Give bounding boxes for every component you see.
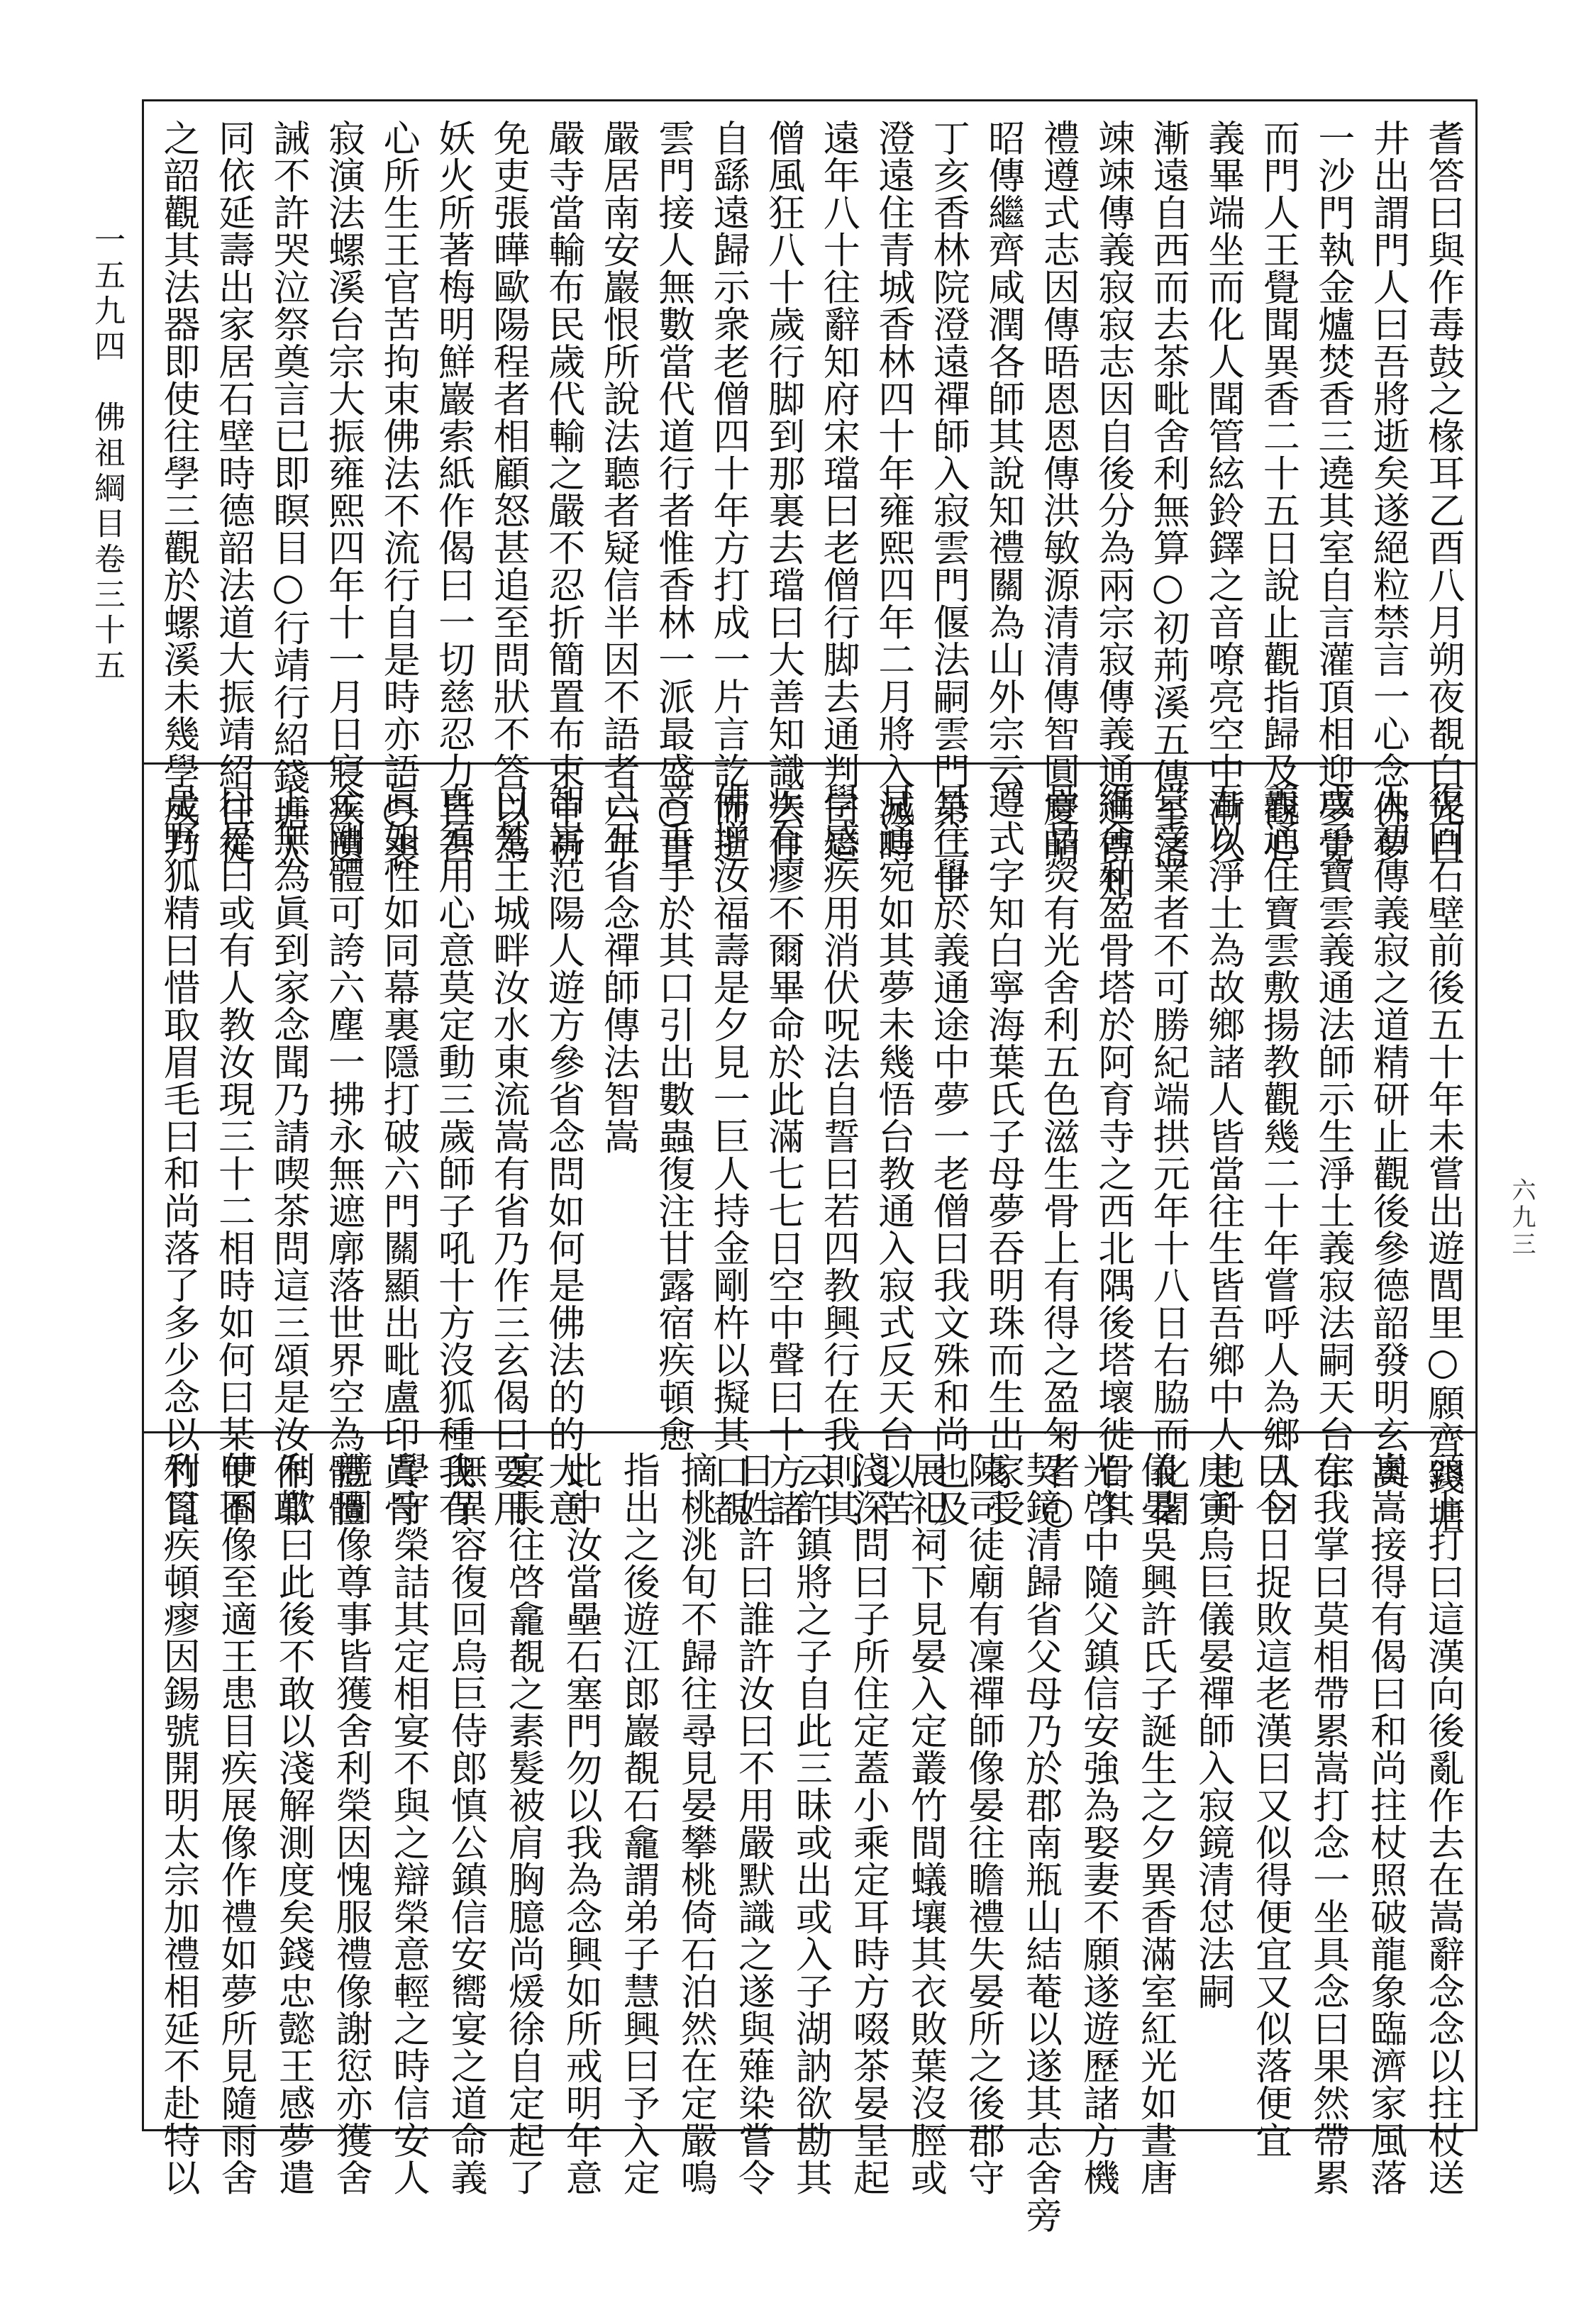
text-column: 光啓中隨父鎮信安強為娶妻不願遂遊歷諸方機: [1076, 1451, 1119, 2196]
text-column: 曰今日捉敗這老漢曰又似得便宜又似落便宜: [1248, 1451, 1292, 2159]
text-column: 昭傳繼齊咸潤各師其說知禮關為山外宗云: [981, 119, 1024, 789]
text-column: 復回石壁前後五十年未嘗出遊閭里○願齊錢塘: [1421, 782, 1464, 1533]
text-column: 維舍利盈骨塔於阿育寺之西北隅後塔壞徙骨其: [1091, 782, 1134, 1527]
text-column: 寂演法螺溪台宗大振雍熙四年十一月日寢疾遺: [321, 119, 365, 864]
text-column: 丁亥香林院澄遠禪師入寂雲門偃法嗣雲門第二世: [926, 119, 970, 901]
text-column: 展祀祠下見晏入定叢竹間蟻壤其衣敗葉沒脛或: [904, 1451, 947, 2196]
text-column: 雲門接人無數當代道行者惟香林一派最盛○自: [651, 119, 694, 870]
text-column: 堂受業者不可勝紀端拱元年十八日右脇而化闍: [1146, 782, 1190, 1527]
text-column: 金剛體可誇六塵一拂永無遮廓落世界空為體體: [321, 782, 365, 1527]
text-column: 佛增汝福壽是夕見一巨人持金剛杵以擬其口覩: [706, 782, 750, 1527]
text-column: 見通宛如其夢未幾悟台教通入寂式反天台以苦: [871, 782, 914, 1527]
text-column: 利目疾頓瘳因錫號開明太宗加禮相延不赴特以: [157, 1451, 199, 2196]
text-column: 嵩嵩接得有偈曰和尚拄杖照破龍象臨濟家風落: [1363, 1451, 1407, 2196]
text-column: 而門人王覺聞異香二十五日說止觀指歸及觀心: [1256, 119, 1299, 864]
text-column: 義畢端坐而化人聞管絃鈴鐸之音嘹亮空中漸久: [1201, 119, 1244, 864]
text-column: 骨晶熒有光舍利五色滋生骨上有得之盈匊者○: [1036, 782, 1080, 1533]
text-column: 宴長往啓龕覩之素髮被肩胸臆尚煖徐自定起了: [501, 1451, 545, 2196]
text-column: 之韶觀其法器即使往學三觀於螺溪未幾學成乃: [157, 119, 199, 864]
text-column: 智嵩范陽人遊方參省念問如何是佛法的的大意: [541, 782, 584, 1527]
text-column: 在我掌曰莫相帶累嵩打念一坐具念曰果然帶累: [1306, 1451, 1349, 2196]
text-column: 云許鎮將之子自此三昧或出或入子湖訥欲勘其: [789, 1451, 832, 2196]
text-column: 頭上打曰這漢向後亂作去在嵩辭念念以拄杖送: [1421, 1451, 1464, 2196]
text-column: 義通住寶雲敷揚教觀幾二十年嘗呼人為鄉人曰: [1256, 782, 1299, 1527]
text-panel-middle: [157, 782, 1464, 1533]
text-column: 澄遠住青城香林四十年雍熙四年二月將入滅時: [871, 119, 914, 864]
text-column: 是野狐精曰惜取眉毛曰和尚落了多少念以竹篦: [157, 782, 199, 1527]
text-panel-bottom: [157, 1451, 1464, 2233]
text-column: 音垂手於其口引出數蟲復注甘露宿疾頓愈: [651, 782, 694, 1453]
text-column: 疾有瘳不爾畢命於此滿七七日空中聲曰十方諸: [761, 782, 804, 1527]
text-column: 摘桃洮旬不歸往尋見晏攀桃倚石泊然在定嚴鳴: [674, 1451, 717, 2196]
text-column: 井出謂門人曰吾將逝矣遂絕粒禁言一心念佛夢: [1366, 119, 1409, 864]
text-panel-top: [157, 119, 1464, 901]
text-column: 嚴居南安巖恨所說法聽者疑信半因不語者六年: [597, 119, 640, 864]
text-column: 陳司徒廟有凜禪師像晏往瞻禮失晏所之後郡守: [961, 1451, 1004, 2196]
text-column: 漸遠自西而去茶毗舍利無算○初荊溪五傳至清: [1146, 119, 1190, 870]
text-column: 嚴寺當輸布民歲代輸之嚴不忍折簡置布束中祈: [541, 119, 584, 864]
text-column: 吾以淨土為故鄉諸人皆當往生皆吾鄉中人也升: [1201, 782, 1244, 1527]
page-number: 六九三: [1507, 1177, 1536, 1258]
text-column: 心所生王官苦拘束佛法不流行自是時亦語○裘: [377, 119, 420, 870]
text-column: 人初傳義寂之道精研止觀後參德韶發明玄奧: [1366, 782, 1409, 1490]
text-column: 淺深問曰子所住定蓋小乘定耳時方啜茶晏呈起: [846, 1451, 890, 2196]
text-column: 同依延壽出家居石壁時德韶法道大振靖紹往從: [211, 119, 255, 864]
text-column: 學感疾用消伏呪法自誓曰若四教興行在我則其: [816, 782, 860, 1527]
text-column: 庚寅烏巨儀晏禪師入寂鏡清怤法嗣: [1191, 1451, 1234, 2010]
text-column: 指出之後遊江郎巖覩石龕謂弟子慧興曰予入定: [616, 1451, 660, 2196]
text-column: 眞如性如同幕裏隱打破六門關顯出毗盧印眞骨: [377, 782, 420, 1527]
text-column: 學守榮詰其定相宴不與之辯榮意輕之時信安人: [387, 1451, 430, 2196]
text-column: 一沙門執金爐焚香三遶其室自言灌頂相迎夢覺: [1311, 119, 1354, 864]
text-column: 曰是曰或有人教汝現三十二相時如何曰某甲不: [211, 782, 255, 1527]
text-column: 己丑省念禪師傳法智嵩: [597, 782, 640, 1155]
text-column: 具往學於義通途中夢一老僧曰我文殊和尚也及: [926, 782, 970, 1527]
text-column: 直須用心意莫定動三歲師子吼十方沒狐種我有: [431, 782, 475, 1527]
text-column: 禮遵式志因傳晤恩恩傳洪敏源清清傳智圓慶昭: [1036, 119, 1080, 864]
text-column: 遵式字知白寧海葉氏子母夢吞明珠而生出家受: [981, 782, 1024, 1527]
text-column: 利歎曰此後不敢以淺解測度矣錢忠懿王感夢遣: [272, 1451, 315, 2196]
text-column: 僧風狂八十歲行脚到那裏去璫曰大善知識去住: [761, 119, 804, 864]
text-column: 遠年八十往辭知府宋璫曰老僧行脚去通判曰這: [816, 119, 860, 864]
running-header: 一五九四 佛祖綱目卷三十五: [89, 223, 125, 684]
text-column: 戊子寶雲義通法師示生淨土義寂法嗣天台宗: [1311, 782, 1354, 1490]
text-column: 儀晏吳興許氏子誕生之夕異香滿室紅光如晝唐: [1134, 1451, 1177, 2196]
text-column: 日姓許曰誰許汝曰不用嚴默識之遂與薙染嘗令: [731, 1451, 775, 2196]
text-column: 耆答曰與作毒鼓之椽耳乙酉八月朔夜覩白光自: [1421, 119, 1464, 864]
text-column: 無異容復回烏巨侍郎慎公鎮信安嚮宴之道命義: [444, 1451, 487, 2196]
text-column: 上無為眞到家念聞乃請喫茶問這三頌是汝作耶: [267, 782, 310, 1527]
text-column: 自繇遠歸示衆老僧四十年方打成一片言訖而逝: [706, 119, 750, 864]
text-column: 曰楚王城畔汝水東流嵩有省乃作三玄偈曰要用: [487, 782, 530, 1527]
text-column: 妖火所著梅明鮮巖索紙作偈曰一切慈忍力皆吾: [431, 119, 475, 864]
text-column: 契鏡清歸省父母乃於郡南瓶山結菴以遂其志舍旁: [1019, 1451, 1062, 2233]
text-column: 使圖像至適王患目疾展像作禮如夢所見隨雨舍: [214, 1451, 257, 2196]
text-column: 競圖像尊事皆獲舍利榮因愧服禮像謝愆亦獲舍: [329, 1451, 372, 2196]
text-column: 此中汝當壘石塞門勿以我為念興如所戒明年意: [559, 1451, 602, 2196]
text-column: 誡不許哭泣祭奠言已即瞑目○行靖行紹錢塘人: [267, 119, 310, 870]
text-column: 竦竦傳義寂寂志因自後分為兩宗寂傳義通通傳知: [1091, 119, 1134, 901]
text-column: 免吏張曄歐陽程者相顧怒甚追至問狀不答以為: [487, 119, 530, 864]
